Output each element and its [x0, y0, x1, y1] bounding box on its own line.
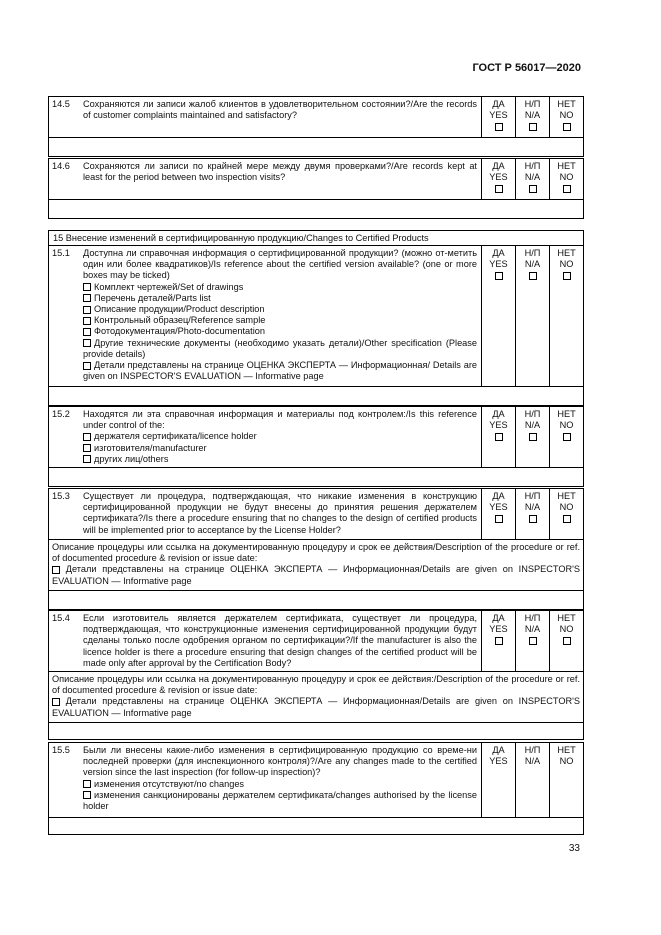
- answer-no[interactable]: НЕТ NO: [550, 611, 583, 671]
- question-number: 14.5: [52, 99, 70, 109]
- answer-space[interactable]: [49, 199, 583, 218]
- checkbox-icon[interactable]: [83, 362, 91, 370]
- checkbox-icon[interactable]: [563, 515, 571, 523]
- answer-na[interactable]: Н/П N/A: [516, 97, 550, 137]
- checkbox-icon[interactable]: [83, 317, 91, 325]
- question-text: Находятся ли эта справочная информация и материалы под контролем:/Is this reference under control of the:: [83, 409, 477, 431]
- checkbox-icon[interactable]: [83, 433, 91, 441]
- question-text: Если изготовитель является держателем сертификата, существует ли процедура, подтверждающая, что конструкционные изменения сертифицированной продукции будут сделаны только после одобрения органом по сертификации?/If the manufacturer is also the licence holder is there a procedure ensuring that design changes of the certified product will be made only after approval by the Certification Body?: [79, 611, 482, 671]
- option[interactable]: других лиц/others: [83, 454, 477, 465]
- question-15-3: [48, 488, 584, 610]
- question-number: 15.3: [52, 491, 70, 501]
- answer-yes[interactable]: ДА YES: [482, 159, 516, 199]
- answer-space[interactable]: [49, 722, 583, 739]
- option[interactable]: Фотодокументация/Photo-documentation: [83, 326, 477, 337]
- option[interactable]: Комплект чертежей/Set of drawings: [83, 282, 477, 293]
- question-number: 15.2: [52, 409, 70, 419]
- checkbox-icon[interactable]: [83, 444, 91, 452]
- option[interactable]: Детали представлены на странице ОЦЕНКА ЭКСПЕРТА — Информационная/ Details are given on INSPECTOR'S EVALUATION — Informative page: [83, 360, 477, 382]
- option[interactable]: Контрольный образец/Reference sample: [83, 315, 477, 326]
- option[interactable]: изготовителя/manufacturer: [83, 443, 477, 454]
- checkbox-icon[interactable]: [529, 272, 537, 280]
- question-15-2: [48, 406, 584, 487]
- question-number: 15.5: [52, 745, 70, 755]
- checkbox-icon[interactable]: [529, 515, 537, 523]
- checkbox-icon[interactable]: [52, 566, 60, 574]
- checkbox-icon[interactable]: [563, 185, 571, 193]
- answer-na[interactable]: Н/П N/A: [516, 246, 550, 386]
- answer-na[interactable]: Н/П N/A: [516, 743, 550, 817]
- question-text: Сохраняются ли записи жалоб клиентов в удовлетворительном состоянии?/Are the records of customer complaints maintained and satisfactory?: [79, 97, 482, 137]
- answer-yes[interactable]: ДА YES: [482, 97, 516, 137]
- answer-yes[interactable]: ДА YES: [482, 489, 516, 539]
- checkbox-icon[interactable]: [563, 433, 571, 441]
- answer-space[interactable]: [49, 817, 583, 834]
- answer-space[interactable]: [49, 386, 583, 405]
- answer-na[interactable]: Н/П N/A: [516, 159, 550, 199]
- answer-no[interactable]: НЕТ NO: [550, 489, 583, 539]
- checkbox-icon[interactable]: [83, 780, 91, 788]
- checkbox-icon[interactable]: [495, 272, 503, 280]
- checkbox-icon[interactable]: [83, 306, 91, 314]
- question-14-5: [48, 96, 584, 157]
- checkbox-icon[interactable]: [529, 123, 537, 131]
- answer-no[interactable]: НЕТ NO: [557, 745, 576, 766]
- procedure-description[interactable]: Описание процедуры или ссылка на документированную процедуру и срок ее действия/Description of the procedure or ref. of documented procedure & revision or issue date: Детали представлены на странице ОЦЕНКА ЭКСПЕРТА — Информационная/Details are given on INSPECTOR'S EVALUATION — Informative page: [49, 539, 583, 590]
- question-text: Доступна ли справочная информация о сертифицированной продукции? (можно от-метить один или более квадратиков)/Is reference about the certified version available? (one or more boxes may be ticked): [83, 248, 477, 281]
- answer-no[interactable]: НЕТ NO: [550, 97, 583, 137]
- answer-yes[interactable]: ДА YES: [482, 407, 516, 467]
- section-title: 15 Внесение изменений в сертифицированную продукцию/Changes to Certified Products: [49, 231, 583, 246]
- checkbox-icon[interactable]: [83, 455, 91, 463]
- option[interactable]: изменения отсутствуют/no changes: [83, 779, 477, 790]
- answer-space[interactable]: [49, 590, 583, 609]
- question-number: 14.6: [52, 161, 70, 171]
- checkbox-icon[interactable]: [83, 791, 91, 799]
- answer-na[interactable]: Н/П N/A: [516, 407, 550, 467]
- question-number: 15.4: [52, 613, 70, 623]
- checkbox-icon[interactable]: [563, 272, 571, 280]
- checkbox-icon[interactable]: [83, 328, 91, 336]
- answer-space[interactable]: [49, 137, 583, 156]
- checkbox-icon[interactable]: [52, 698, 60, 706]
- checkbox-icon[interactable]: [83, 294, 91, 302]
- question-text: Сохраняются ли записи по крайней мере между двумя проверками?/Are records kept at least for the period between two inspection visits?: [79, 159, 482, 199]
- option[interactable]: изменения санкционированы держателем сертификата/changes authorised by the license holder: [83, 789, 477, 812]
- checkbox-icon[interactable]: [495, 515, 503, 523]
- answer-yes[interactable]: ДА YES: [482, 743, 516, 817]
- answer-no[interactable]: НЕТ NO: [550, 407, 583, 467]
- question-number: 15.1: [52, 248, 70, 258]
- checkbox-icon[interactable]: [495, 433, 503, 441]
- answer-yes[interactable]: ДА YES: [482, 246, 516, 386]
- checkbox-icon[interactable]: [495, 123, 503, 131]
- question-15-4: [48, 610, 584, 740]
- option[interactable]: Описание продукции/Product description: [83, 304, 477, 315]
- checkbox-icon[interactable]: [495, 185, 503, 193]
- question-14-6: [48, 158, 584, 219]
- answer-space[interactable]: [49, 467, 583, 486]
- checkbox-icon[interactable]: [495, 637, 503, 645]
- standard-number: ГОСТ Р 56017—2020: [472, 62, 581, 74]
- checkbox-icon[interactable]: [563, 637, 571, 645]
- page-number: 33: [568, 843, 580, 854]
- checkbox-icon[interactable]: [529, 637, 537, 645]
- question-text: Существует ли процедура, подтверждающая, что никакие изменения в конструкцию сертифицированной продукции не будут внесены до принятия решения держателем сертификата?/Is there a procedure ensuring that no changes to the design of certified products will be implemented prior to acceptance by the License Holder?: [79, 489, 482, 539]
- option[interactable]: Перечень деталей/Parts list: [83, 293, 477, 304]
- answer-no[interactable]: НЕТ NO: [550, 246, 583, 386]
- option[interactable]: Другие технические документы (необходимо указать детали)/Other specification (Please provide details): [83, 337, 477, 359]
- checkbox-icon[interactable]: [83, 339, 91, 347]
- question-text: Были ли внесены какие-либо изменения в сертифицированную продукцию со време-ни последней проверки (для инспекционного контроля)?/Are any changes made to the certified version since the last inspection (for follow-up inspection)?: [83, 745, 477, 778]
- answer-na[interactable]: Н/П N/A: [516, 489, 550, 539]
- option[interactable]: держателя сертификата/licence holder: [83, 431, 477, 442]
- checkbox-icon[interactable]: [563, 123, 571, 131]
- checkbox-icon[interactable]: [83, 283, 91, 291]
- question-15-5: [48, 742, 584, 835]
- answer-no[interactable]: НЕТ NO: [550, 159, 583, 199]
- question-15-1: [79, 246, 482, 386]
- procedure-description[interactable]: Описание процедуры или ссылка на документированную процедуру и срок ее действия:/Description of the procedure or ref. of documented procedure & revision or issue date: Детали представлены на странице ОЦЕНКА ЭКСПЕРТА — Информационная/Details are given on INSPECTOR'S EVALUATION — Informative page: [49, 671, 583, 722]
- answer-na[interactable]: Н/П N/A: [516, 611, 550, 671]
- section-15: [48, 230, 584, 406]
- checkbox-icon[interactable]: [529, 433, 537, 441]
- answer-yes[interactable]: ДА YES: [482, 611, 516, 671]
- checkbox-icon[interactable]: [529, 185, 537, 193]
